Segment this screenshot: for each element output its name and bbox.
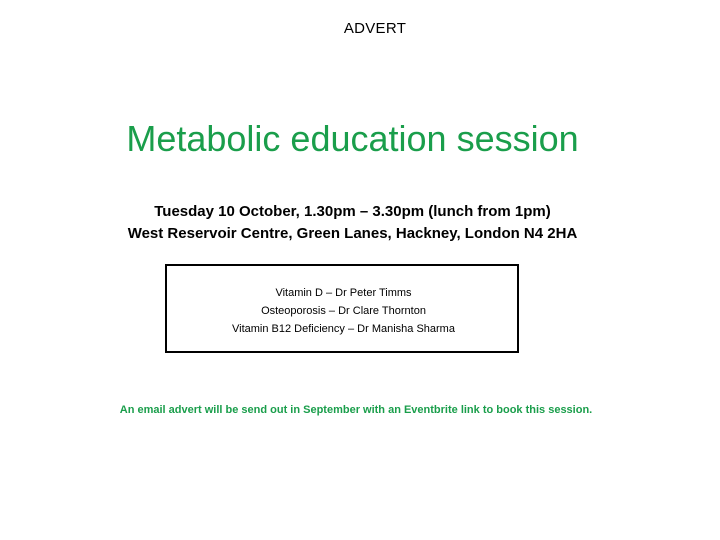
event-details bbox=[0, 201, 705, 245]
speaker-item: Osteoporosis – Dr Clare Thornton bbox=[261, 305, 426, 317]
advert-label: ADVERT bbox=[343, 20, 407, 37]
speakers-list bbox=[165, 284, 522, 338]
booking-note: An email advert will be send out in September with an Eventbrite link to book this session. bbox=[119, 404, 593, 416]
speaker-item: Vitamin B12 Deficiency – Dr Manisha Sharma bbox=[232, 323, 455, 335]
speaker-item: Vitamin D – Dr Peter Timms bbox=[275, 287, 412, 299]
event-venue-line: West Reservoir Centre, Green Lanes, Hackney, London N4 2HA bbox=[127, 225, 578, 242]
event-title: Metabolic education session bbox=[126, 118, 579, 159]
event-date-line: Tuesday 10 October, 1.30pm – 3.30pm (lunch from 1pm) bbox=[154, 203, 551, 220]
